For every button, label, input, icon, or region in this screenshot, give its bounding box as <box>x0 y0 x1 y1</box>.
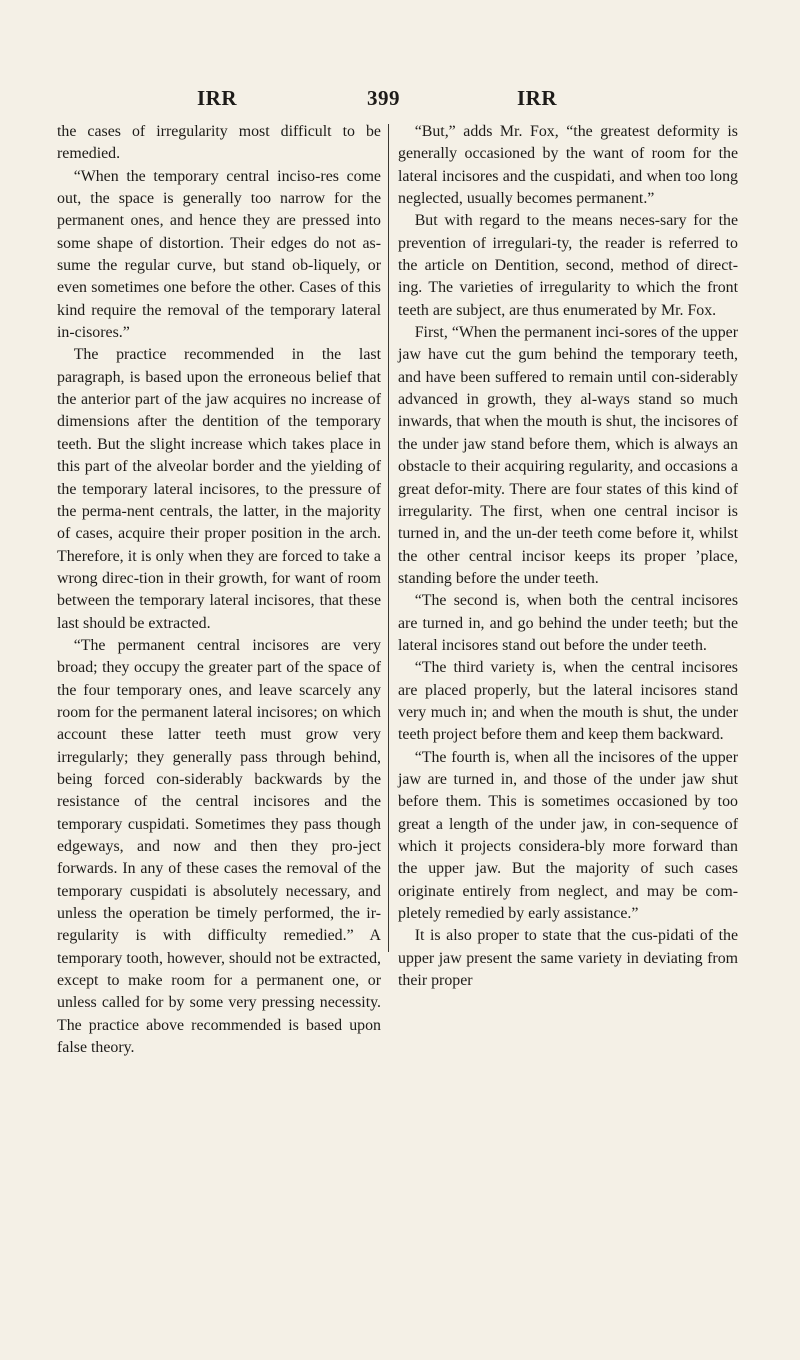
header-right-word: IRR <box>517 86 558 110</box>
right-column <box>398 121 738 992</box>
paragraph: “The second is, when both the central incisores are turned in, and go behind the under teeth; but the lateral incisores stand out before the under teeth. <box>398 592 738 654</box>
page-number: 399 <box>367 86 400 110</box>
paragraph: the cases of irregularity most difficult to be remedied. <box>57 123 381 163</box>
left-column <box>57 121 381 1059</box>
column-divider <box>388 124 389 952</box>
paragraph: It is also proper to state that the cus-pidati of the upper jaw present the same variety in deviating from their proper <box>398 927 738 990</box>
header-left-word: IRR <box>197 86 238 110</box>
paragraph: “The fourth is, when all the incisores of the upper jaw are turned in, and those of the under jaw shut before them. This is sometimes occasioned by too great a length of the under jaw, in con-sequence of which it projects considera-bly more forward than the upper jaw. But the majority of such cases originate entirely from neglect, and may be com-pletely remedied by early assistance.” <box>398 748 738 923</box>
paragraph: “When the temporary central inciso-res come out, the space is generally too narrow for the permanent ones, and hence they are pressed into some shape of distortion. Their edges do not as-sume the regular curve, but stand ob-liquely, or even sometimes one before the other. Cases of this kind require the removal of the temporary lateral in-cisores.” <box>57 167 381 342</box>
paragraph: First, “When the permanent inci-sores of the upper jaw have cut the gum behind the temporary teeth, and have been suffered to remain until con-siderably advanced in growth, they al-ways stand so much inwards, that when the mouth is shut, the incisores of the under jaw stand before them, which is always an obstacle to their acquiring regularity, and occasions a great defor-mity. There are four states of this kind of irregularity. The first, when one central incisor is turned in, and the un-der teeth come before it, whilst the other central incisor keeps its proper ’place, standing before the under teeth. <box>398 324 738 587</box>
paragraph: “The third variety is, when the central incisores are placed properly, but the lateral incisores stand very much in; and when the mouth is shut, the under teeth project before them and keep them backward. <box>398 659 738 744</box>
paragraph: “The permanent central incisores are very broad; they occupy the greater part of the space of the four temporary ones, and leave scarcely any room for the permanent lateral incisores; on which account these latter teeth must grow very irregularly; they generally pass through behind, being forced con-siderably backwards by the resistance of the central incisores and the temporary cuspidati. Sometimes they pass though edgeways, and now and then they pro-ject forwards. In any of these cases the removal of the temporary cuspidati is absolutely necessary, and unless the operation be timely performed, the ir-regularity is with difficulty remedied.” A temporary tooth, however, should not be extracted, except to make room for a permanent one, or unless called for by some very pressing necessity. The practice above recommended is based upon false theory. <box>57 636 381 1057</box>
paragraph: The practice recommended in the last paragraph, is based upon the erroneous belief that the anterior part of the jaw acquires no increase of dimensions after the dentition of the temporary teeth. But the slight increase which takes place in this part of the alveolar border and the yielding of the temporary lateral incisores, to the pressure of the perma-nent centrals, the latter, in the majority of cases, acquire their proper position in the arch. Therefore, it is only when they are forced to take a wrong direc-tion in their growth, for want of room between the temporary lateral incisores, that these last should be extracted. <box>57 346 381 632</box>
running-header <box>0 86 800 114</box>
paragraph: “But,” adds Mr. Fox, “the greatest deformity is generally occasioned by the want of room for the lateral incisores and the cuspidati, and when too long neglected, usually becomes permanent.” <box>398 123 738 208</box>
paragraph: But with regard to the means neces-sary for the prevention of irregulari-ty, the reader is referred to the article on Dentition, second, method of direct-ing. The varieties of irregularity to which the front teeth are subject, are thus enumerated by Mr. Fox. <box>398 212 738 319</box>
